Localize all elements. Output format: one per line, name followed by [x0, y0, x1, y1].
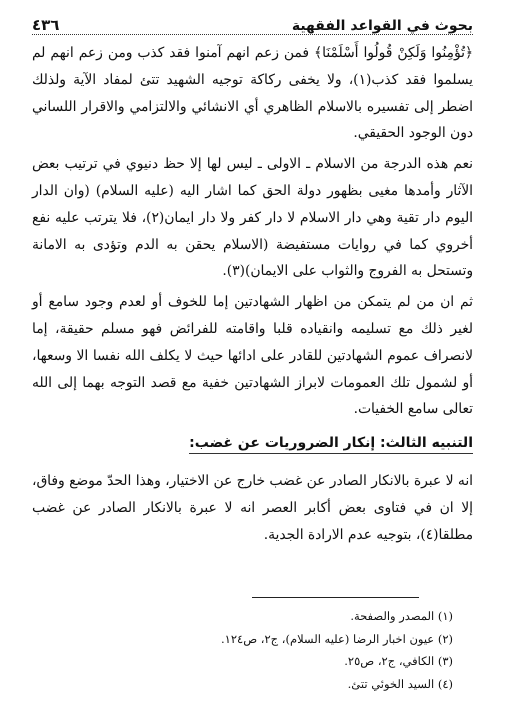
section-heading: التنبيه الثالث: إنكار الضروريات عن غضب: [189, 435, 473, 454]
footnotes [32, 605, 453, 695]
running-title: بحوث في القواعد الفقهية [291, 18, 473, 34]
footnote: (٢) عيون اخبار الرضا (عليه السلام)، ج٢، ص١٢٤. [221, 631, 453, 646]
footnote: (١) المصدر والصفحة. [350, 609, 453, 623]
page-header [32, 8, 473, 35]
footnote: (٤) السيد الخوئي تتئ. [347, 676, 453, 691]
page-number: ٤٣٦ [32, 16, 60, 34]
paragraph: انه لا عبرة بالانكار الصادر عن غضب خارج عن الاختيار، وهذا الحدّ موضع وفاق، إلا ان في فتاوى بعض أكابر العصر انه لا عبرة بالانكار الصادر عن غضب مطلقا(٤)، بتوجيه عدم الارادة الجدية. [32, 473, 473, 543]
paragraph: ﴿تُؤْمِنُوا وَلَكِنْ قُولُوا أَسْلَمْنَا﴾ فمن زعم انهم آمنوا فقد كذب ومن زعم انهم لم يسلموا فقد كذب(١)، ولا يخفى ركاكة توجيه الشهيد تتئ لمفاد الآية ولذلك اضطر إلى تفسيره بالاسلام الظاهري أي الانشائي والالتزامي والاقرار اللساني دون الوجود الحقيقي. [32, 45, 473, 142]
paragraph: نعم هذه الدرجة من الاسلام ـ الاولى ـ ليس لها إلا حظ دنيوي في ترتيب بعض الآثار وأمدها مغيى بظهور دولة الحق كما اشار اليه (عليه السلام) (وان الدار اليوم دار تقية وهي دار الاسلام لا دار كفر ولا دار ايمان(٢)، فلا يترتب عليه نفع أخروي كما في روايات مستفيضة (الاسلام يحقن به الدم وتؤدى به الامانة وتستحل به الفروج والثواب على الايمان)(٣). [32, 156, 473, 280]
footnote: (٣) الكافي، ج٢، ص٢٥. [344, 654, 453, 668]
footnote-separator [252, 597, 419, 598]
main-text [32, 40, 473, 549]
paragraph: ثم ان من لم يتمكن من اظهار الشهادتين إما للخوف أو لعدم وجود سامع أو لغير ذلك مع تسليمه وانقياده قلبا واقامته للفرائض فهو مسلم حقيقة، إما لانصراف عموم الشهادتين للقادر على ادائها حيث لا يكلف الله نفسا الا وسعها، أو لشمول تلك العمومات لابراز الشهادتين خفية مع قصد التوجه بهما إلى الله تعالى سامع الخفيات. [32, 294, 473, 418]
